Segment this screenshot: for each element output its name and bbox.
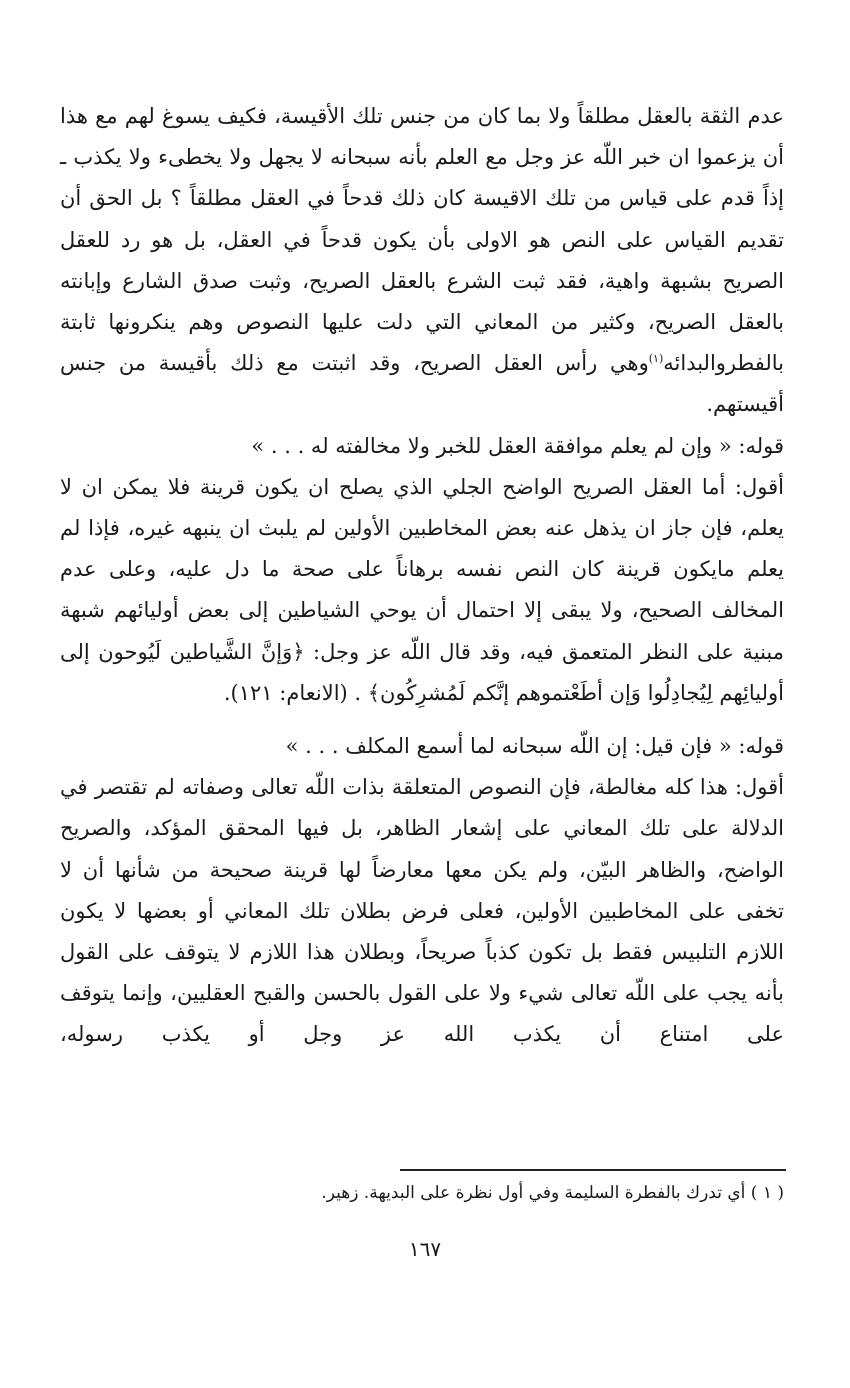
page-number: ١٦٧ (408, 1237, 442, 1261)
paragraph-2: أقول: أما العقل الصريح الواضح الجلي الذي يصلح ان يكون قرينة فلا يمكن ان لا يعلم، فإن جاز ان يذهل عنه بعض المخاطبين الأولين لم يلبث ان ينبهه غيره، فإذا لم يعلم مايكون قرينة كان النص نفسه برهاناً على صحة ما دل عليه، وعلى عدم المخالف الصحيح، ولا يبقى إلا احتمال أن يوحي الشياطين إلى بعض أوليائهم شبهة مبنية على النظر المتعمق فيه، وقد قال اللّه عز وجل: ﴿وَإنَّ الشَّياطين لَيُوحون إلى أوليائِهم لِيُجادِلُوا وَإن أطَعْتموهم إنَّكم لَمُشرِكُون﴾ . (الانعام: ١٢١). (60, 474, 784, 705)
footnote: ( ١ ) أي تدرك بالفطرة السليمة وفي أول نظرة على البديهة. زهير. (321, 1183, 784, 1203)
paragraph-1-body: عدم الثقة بالعقل مطلقاً ولا بما كان من جنس تلك الأقيسة، فكيف يسوغ لهم مع هذا أن يزعموا ان خبر اللّه عز وجل مع العلم بأنه سبحانه لا يجهل ولا يخطىء ولا يكذب ـ إذاً قدم على قياس من تلك الاقيسة كان ذلك قدحاً في العقل مطلقاً ؟ بل الحق أن تقديم القياس على النص هو الاولى بأن يكون قدحاً في العقل، بل هو رد للعقل الصريح بشبهة واهية، فقد ثبت الشرع بالعقل الصريح، وثبت صدق الشارع وإبانته بالعقل الصريح، وكثير من المعاني التي دلت عليها النصوص وهم ينكرونها ثابتة بالفطروالبدائه (60, 104, 784, 376)
footnote-marker: (١) (648, 352, 664, 366)
paragraph-1 (60, 96, 784, 426)
footnote-divider (400, 1169, 786, 1171)
paragraph-gap (60, 714, 784, 726)
quote-heading-2: قوله: « فإن قيل: إن اللّه سبحانه لما أسمع المكلف . . . » (285, 734, 784, 759)
paragraph-1-tail: وهي رأس العقل الصريح، وقد اثبتت مع ذلك بأقيسة من جنس أقيستهم. (60, 351, 784, 417)
paragraph-3: أقول: هذا كله مغالطة، فإن النصوص المتعلقة بذات اللّه تعالى وصفاته لم تقتصر في الدلالة على تلك المعاني على إشعار الظاهر، بل فيها المحقق المؤكد، والصريح الواضح، والظاهر البيّن، ولم يكن معها معارضاً لها قرينة صحيحة من شأنها أن لا تخفى على المخاطبين الأولين، فعلى فرض بطلان تلك المعاني أو بعضها لا يكون اللازم التلبيس فقط بل تكون كذباً صريحاً، وبطلان هذا اللازم لا يتوقف على القول بأنه يجب على اللّه تعالى شيء ولا على القول بالحسن والقبح العقليين، وإنما يتوقف على امتناع أن يكذب الله عز وجل أو يكذب رسوله، (60, 775, 784, 1047)
quote-heading-1: قوله: « وإن لم يعلم موافقة العقل للخبر ولا مخالفته له . . . » (251, 433, 784, 458)
main-text (60, 96, 784, 1056)
